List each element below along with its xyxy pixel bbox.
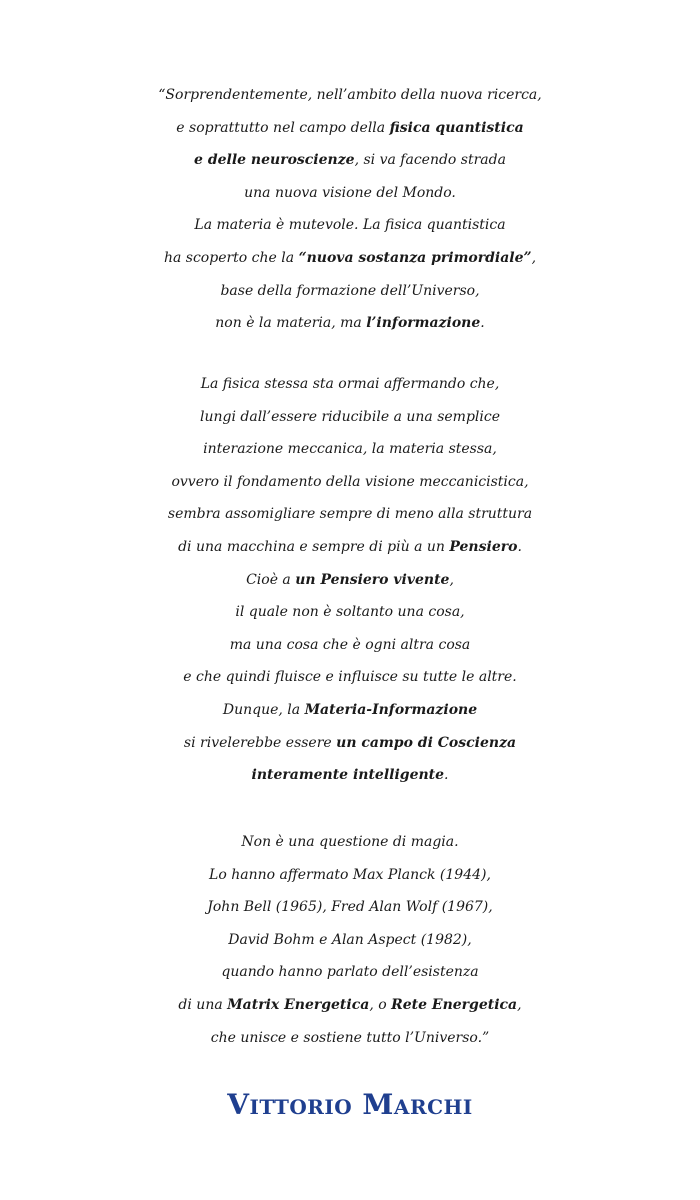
quote-text: John Bell (1965), Fred Alan Wolf (1967),: [207, 899, 493, 916]
quote-text: .: [444, 767, 449, 784]
quote-line: [0, 989, 700, 1022]
quote-text: quando hanno parlato dell’esistenza: [221, 964, 479, 981]
quote-line: [0, 891, 700, 924]
quote-line: [0, 956, 700, 989]
quote-line: [0, 275, 700, 308]
quote-line: [0, 759, 700, 792]
quote-line: [0, 596, 700, 629]
quote-text: David Bohm e Alan Aspect (1982),: [228, 931, 472, 948]
quote-line: [0, 401, 700, 434]
quote-line: [0, 924, 700, 957]
quote-text: ,: [517, 996, 522, 1013]
quote-line: [0, 564, 700, 597]
quote-line: [0, 727, 700, 760]
quote-text: ,: [449, 571, 454, 588]
quote-line: [0, 498, 700, 531]
quote-line: [0, 112, 700, 145]
quote-text: Non è una questione di magia.: [241, 834, 459, 850]
quote-text: “Sorprendentemente, nell’ambito della nuova ricerca,: [158, 87, 542, 103]
quote-text: e soprattutto nel campo della: [176, 119, 390, 136]
quote-text: Lo hanno affermato Max Planck (1944),: [209, 866, 491, 883]
quote-line: [0, 531, 700, 564]
emphasis-text: e delle neuroscienze: [194, 152, 355, 169]
quote-line: [0, 694, 700, 727]
quote-paragraph-1: [0, 79, 700, 340]
quote-text: si rivelerebbe essere: [183, 734, 337, 751]
quote-line: [0, 629, 700, 662]
quote-line: [0, 859, 700, 892]
quote-line: [0, 209, 700, 242]
quote-text: ,: [531, 249, 537, 266]
emphasis-text: Materia-Informazione: [304, 701, 478, 718]
quote-text: interazione meccanica, la materia stessa,: [203, 441, 497, 458]
emphasis-text: l’informazione: [366, 315, 481, 332]
quote-paragraph-3: [0, 826, 700, 1054]
quote-text: ma una cosa che è ogni altra cosa: [229, 636, 471, 653]
quote-text: Dunque, la: [222, 701, 305, 718]
emphasis-text: Pensiero: [449, 538, 518, 555]
quote-line: [0, 307, 700, 340]
quote-text: La materia è mutevole. La fisica quantistica: [194, 217, 506, 234]
quote-text: , o: [369, 996, 392, 1013]
quote-text: sembra assomigliare sempre di meno alla struttura: [167, 506, 533, 523]
quote-paragraph-2: [0, 368, 700, 792]
quote-line: [0, 1022, 700, 1055]
quote-line: [0, 79, 700, 112]
emphasis-text: Rete Energetica: [391, 996, 518, 1013]
emphasis-text: interamente intelligente: [251, 767, 445, 784]
emphasis-text: “nuova sostanza primordiale”: [298, 249, 532, 266]
quote-text: , si va facendo strada: [354, 152, 506, 169]
quote-text: base della formazione dell’Universo,: [220, 282, 480, 299]
quote-text: La fisica stessa sta ormai affermando che,: [200, 376, 500, 392]
quote-text: non è la materia, ma: [215, 315, 367, 332]
quote-text: .: [480, 315, 485, 332]
quote-text: lungi dall’essere riducibile a una semplice: [199, 408, 500, 425]
quote-text: ha scoperto che la: [163, 249, 299, 266]
quote-text: una nuova visione del Mondo.: [244, 184, 456, 201]
quote-line: [0, 433, 700, 466]
quote-text: Cioè a: [246, 571, 296, 588]
quote-text: ovvero il fondamento della visione meccanicistica,: [171, 473, 529, 490]
quote-line: [0, 144, 700, 177]
emphasis-text: Matrix Energetica: [227, 996, 370, 1013]
quote-text: e che quindi fluisce e influisce su tutte le altre.: [183, 669, 517, 686]
author-name: Vittorio Marchi: [227, 1088, 473, 1121]
quote-text: di una macchina e sempre di più a un: [178, 538, 450, 555]
emphasis-text: un Pensiero vivente: [295, 571, 450, 588]
quote-line: [0, 242, 700, 275]
quote-line: [0, 826, 700, 859]
quote-line: [0, 177, 700, 210]
quote-line: [0, 368, 700, 401]
emphasis-text: un campo di Coscienza: [336, 734, 517, 751]
quote-line: [0, 466, 700, 499]
quote-text: di una: [178, 996, 228, 1013]
quote-text: .: [517, 538, 522, 555]
quote-text: che unisce e sostiene tutto l’Universo.”: [210, 1029, 490, 1046]
emphasis-text: fisica quantistica: [389, 119, 524, 136]
quote-line: [0, 661, 700, 694]
quote-text: il quale non è soltanto una cosa,: [235, 604, 465, 621]
